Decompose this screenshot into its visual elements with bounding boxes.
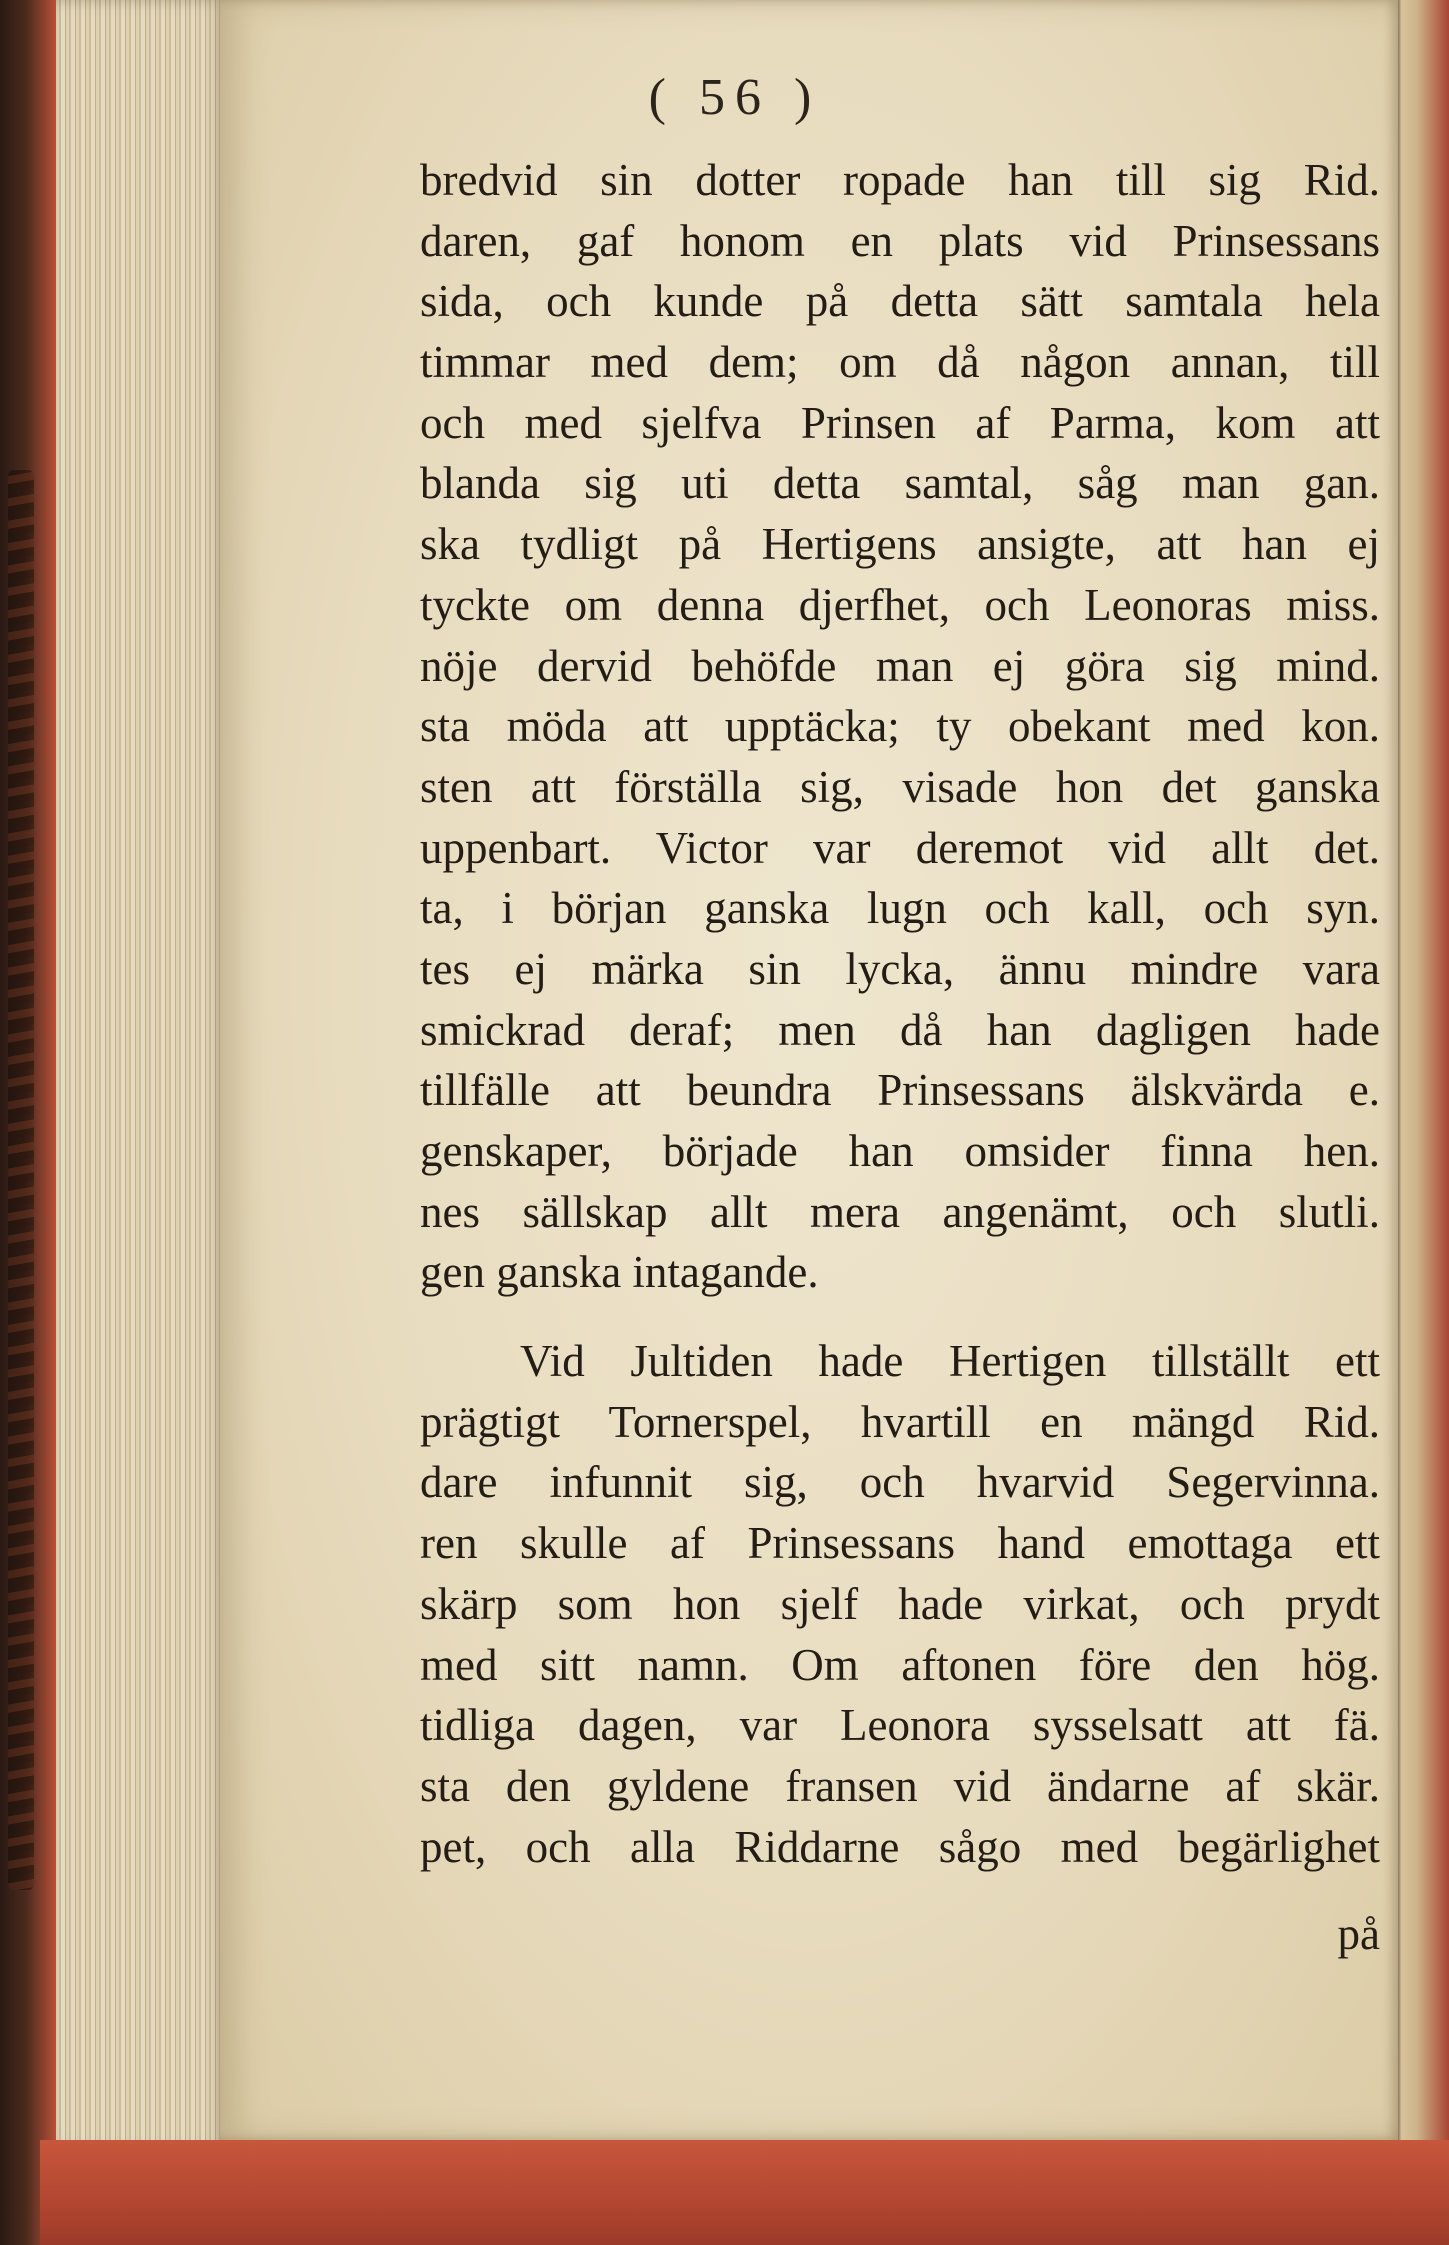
text-line: prägtigt Tornerspel, hvartill en mängd Rid. [420, 1396, 1380, 1447]
page-edges [56, 0, 226, 2150]
text-line: nöje dervid behöfde man ej göra sig mind. [420, 640, 1380, 691]
text-line: daren, gaf honom en plats vid Prinsessans [420, 215, 1380, 266]
paragraph-1 [420, 150, 1380, 1303]
text-line: ta, i början ganska lugn och kall, och syn. [420, 883, 1380, 934]
text-line: tes ej märka sin lycka, ännu mindre vara [420, 943, 1380, 994]
text-line: gen ganska intagande. [420, 1247, 819, 1298]
text-line: sta möda att upptäcka; ty obekant med kon. [420, 701, 1380, 752]
paragraph-gap [420, 1303, 1380, 1331]
text-line: uppenbart. Victor var deremot vid allt det. [420, 822, 1380, 873]
text-line: ren skulle af Prinsessans hand emottaga ett [420, 1518, 1380, 1569]
text-line: Vid Jultiden hade Hertigen tillställt ett [520, 1336, 1380, 1387]
cover-bottom-edge [40, 2140, 1449, 2245]
text-line: med sitt namn. Om aftonen före den hög. [420, 1639, 1380, 1690]
text-line: ska tydligt på Hertigens ansigte, att han ej [420, 519, 1380, 570]
text-line: bredvid sin dotter ropade han till sig Rid. [420, 155, 1380, 205]
catchword: på [1337, 1909, 1380, 1959]
page-text [420, 150, 1380, 1877]
text-line: sten att förställa sig, visade hon det ganska [420, 761, 1380, 812]
right-cover-edge [1395, 0, 1449, 2245]
text-line: nes sällskap allt mera angenämt, och slutli. [420, 1186, 1380, 1237]
text-line: dare infunnit sig, och hvarvid Segervinna. [420, 1457, 1380, 1508]
text-line: smickrad deraf; men då han dagligen hade [420, 1004, 1380, 1055]
text-line: blanda sig uti detta samtal, såg man gan. [420, 458, 1380, 509]
text-line: tyckte om denna djerfhet, och Leonoras miss. [420, 579, 1380, 630]
paragraph-2 [420, 1331, 1380, 1877]
text-line: och med sjelfva Prinsen af Parma, kom att [420, 397, 1380, 448]
page-number: ( 56 ) [648, 69, 822, 126]
text-line: skärp som hon sjelf hade virkat, och prydt [420, 1578, 1380, 1629]
text-line: sta den gyldene fransen vid ändarne af skär. [420, 1760, 1380, 1811]
text-line: genskaper, började han omsider finna hen. [420, 1126, 1380, 1176]
text-line: sida, och kunde på detta sätt samtala hela [420, 276, 1380, 327]
text-line: tillfälle att beundra Prinsessans älskvärda e. [420, 1065, 1380, 1116]
text-line: pet, och alla Riddarne sågo med begärlighet [420, 1821, 1380, 1872]
book-spine [0, 0, 58, 2245]
marbled-cover-edge [8, 470, 34, 1890]
text-line: tidliga dagen, var Leonora sysselsatt att fä. [420, 1700, 1380, 1751]
text-line: timmar med dem; om då någon annan, till [420, 337, 1380, 388]
